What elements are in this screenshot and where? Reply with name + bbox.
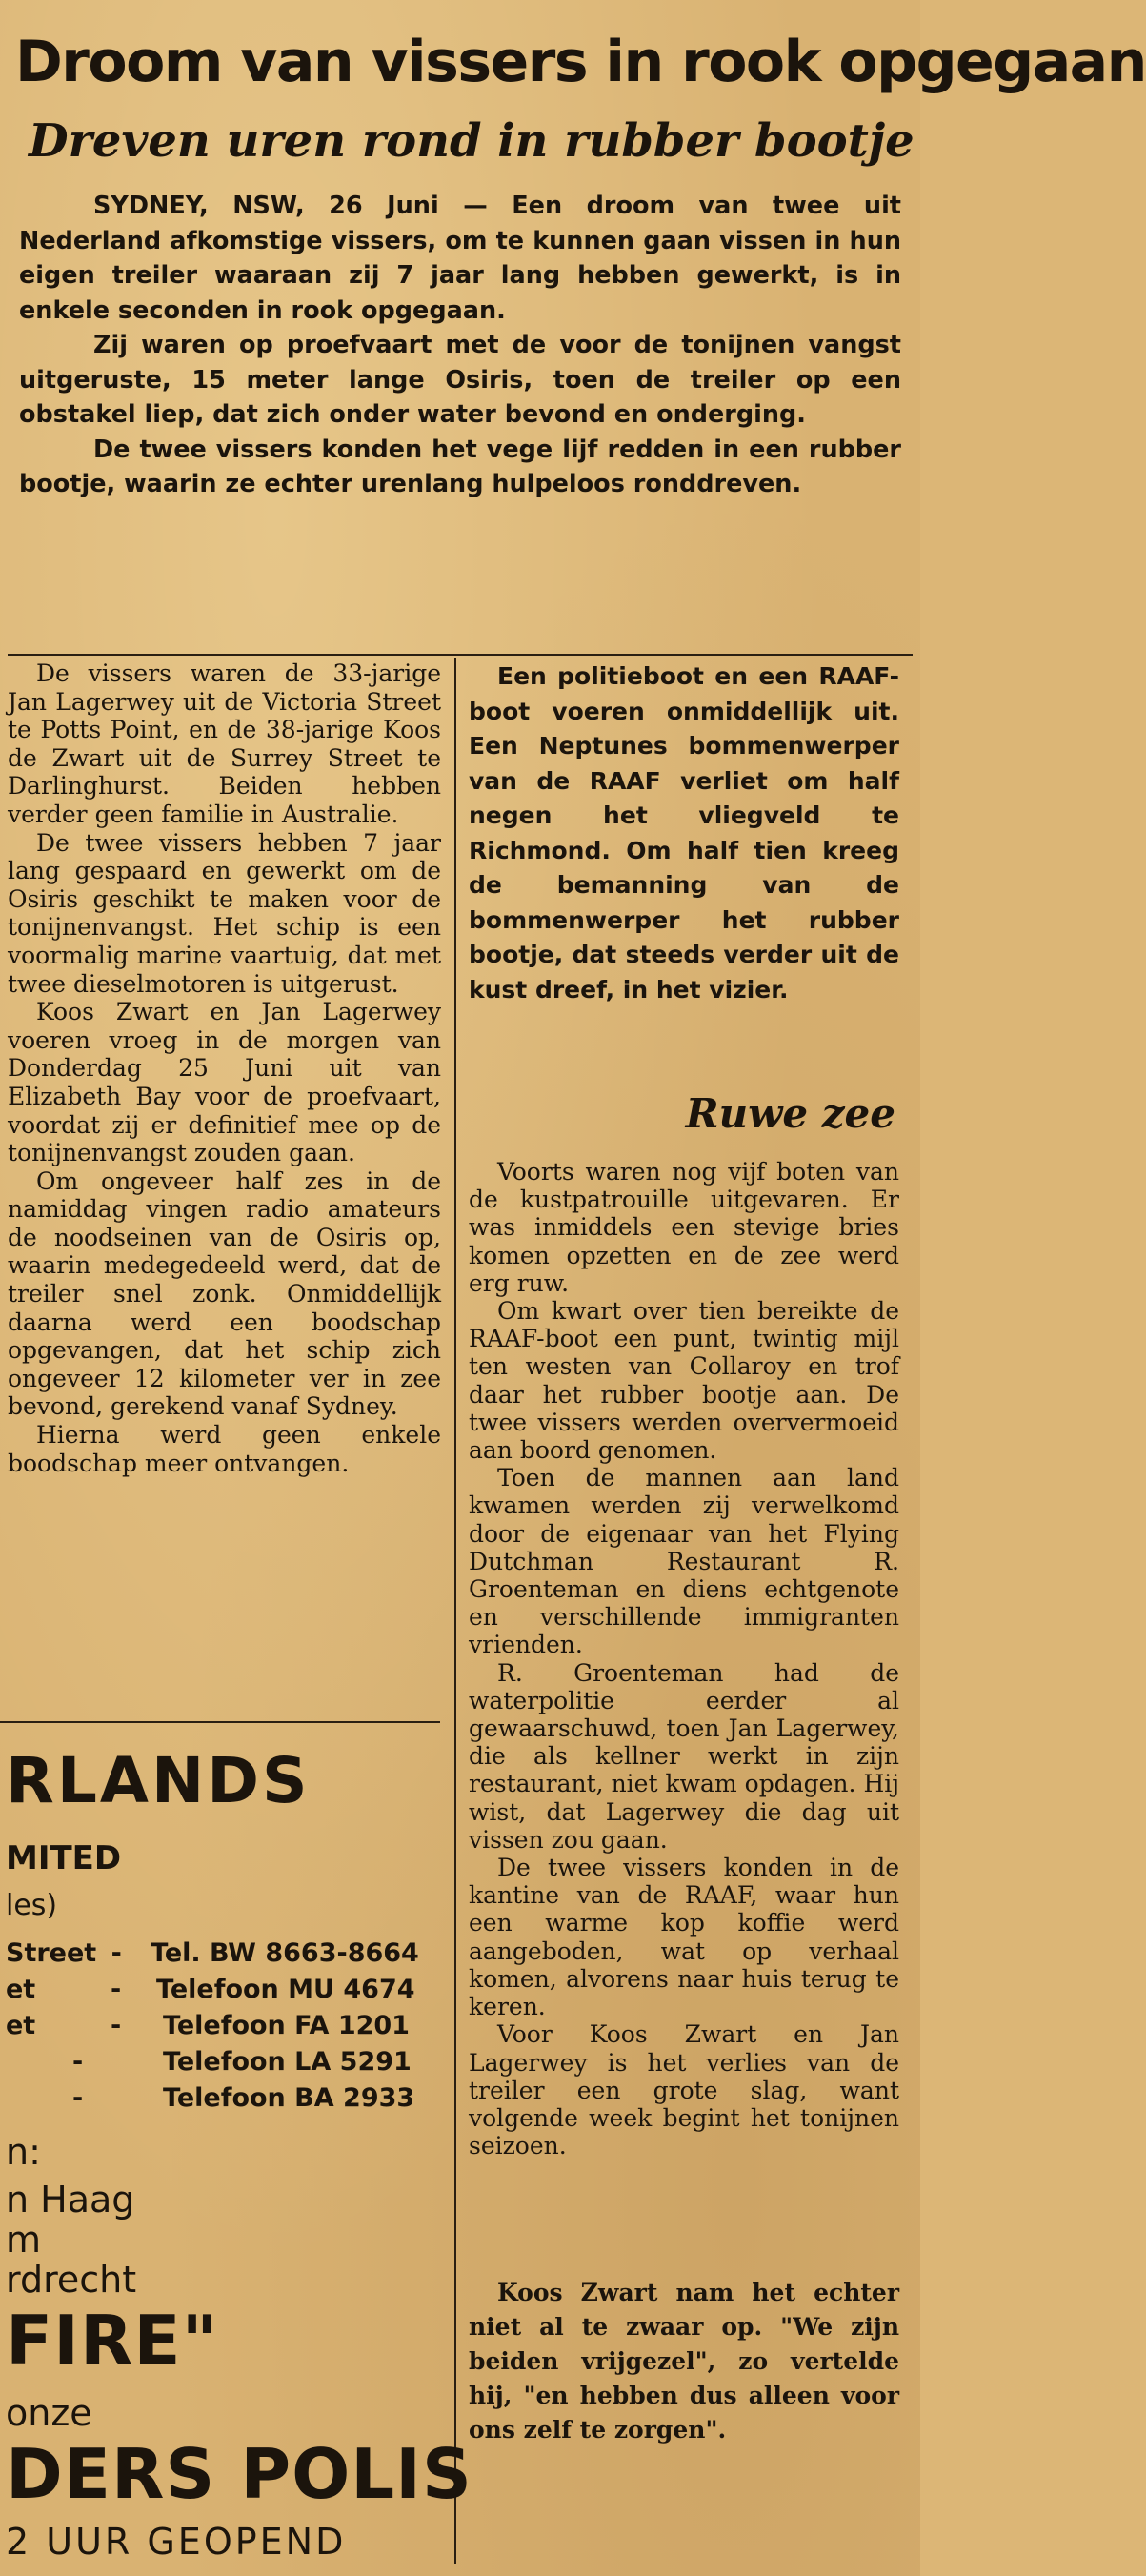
ad-phone-row — [6, 1975, 439, 2004]
headline: Droom van vissers in rook opgegaan — [15, 29, 1146, 95]
body-paragraph: Koos Zwart nam het echter niet al te zwaar op. "We zijn beiden vrijgezel", zo vertelde hij, "en hebben dus alleen voor ons zelf te zorgen". — [469, 2279, 899, 2444]
ad-branches-label: n: — [6, 2131, 41, 2173]
ad-phone-number: Telefoon FA 1201 — [163, 2011, 410, 2040]
body-paragraph: De vissers waren de 33-jarige Jan Lagerwey uit de Victoria Street te Potts Point, en de 38-jarige Koos de Zwart uit de Surrey Street te Darlinghurst. Beiden hebben verder geen familie in Australie. — [8, 659, 441, 828]
body-paragraph: Om kwart over tien bereikte de RAAF-boot een punt, twintig mijl ten westen van Collaroy en trof daar het rubber bootje aan. De twee vissers werden oververmoeid aan boord genomen. — [469, 1297, 899, 1465]
advertisement — [0, 1725, 472, 2576]
right-column-intro — [469, 659, 899, 1007]
ad-branch-city: n Haag — [6, 2179, 135, 2221]
ad-phone-number: Telefoon MU 4674 — [156, 1975, 415, 2004]
ad-note: les) — [6, 1889, 58, 1922]
ad-branch-city: m — [6, 2219, 42, 2261]
body-paragraph: De twee vissers hebben 7 jaar lang gespaard en gewerkt om de Osiris geschikt te maken voor de tonijnenvangst. Het schip is een voormalig marine vaartuig, dat met twee dieselmotoren is uitgerust. — [8, 828, 441, 998]
body-paragraph: R. Groenteman had de waterpolitie eerder al gewaarschuwd, toen Jan Lagerwey, die als kellner werkt in zijn restaurant, niet kwam opdagen. Hij wist, dat Lagerwey die dag uit vissen zou gaan. — [469, 1658, 899, 1854]
column-divider — [454, 658, 456, 2564]
crosshead: Ruwe zee — [685, 1090, 895, 1137]
lead-paragraph: SYDNEY, NSW, 26 Juni — Een droom van twee uit Nederland afkomstige vissers, om te kunnen gaan vissen in hun eigen treiler waaraan zij 7 jaar lang hebben gewerkt, is in enkele seconden in rook opgegaan. — [19, 192, 901, 325]
closing-paragraph — [469, 2276, 899, 2447]
body-paragraph: Toen de mannen aan land kwamen werden zij verwelkomd door de eigenaar van het Flying Dutchman Restaurant R. Groenteman en diens echtgenote en verschillende immigranten vrienden. — [469, 1464, 899, 1659]
section-divider — [8, 654, 913, 656]
body-paragraph: Hierna werd geen enkele boodschap meer ontvangen. — [8, 1421, 441, 1477]
ad-company-suffix: MITED — [6, 1839, 122, 1877]
ad-branch-city: rdrecht — [6, 2259, 137, 2301]
ad-phone-street: et — [6, 2011, 36, 2040]
ad-policy-title: DERS POLIS — [6, 2434, 472, 2514]
subheadline: Dreven uren rond in rubber bootje — [29, 114, 915, 168]
ad-phone-separator: - — [72, 2083, 84, 2113]
ad-phone-number: Tel. BW 8663-8664 — [151, 1938, 419, 1968]
advertisement-divider — [0, 1721, 440, 1723]
body-paragraph: Koos Zwart en Jan Lagerwey voeren vroeg in de morgen van Donderdag 25 Juni uit van Elizabeth Bay voor de proefvaart, voordat zij er definitief mee op de tonijnenvangst zouden gaan. — [8, 998, 441, 1167]
ad-phone-street: Street — [6, 1938, 97, 1968]
ad-company-name: RLANDS — [6, 1744, 311, 1817]
ad-phone-number: Telefoon BA 2933 — [163, 2083, 415, 2113]
ad-opening-hours: 2 UUR GEOPEND — [6, 2521, 347, 2563]
ad-brand-name: FIRE" — [6, 2301, 219, 2381]
body-paragraph: De twee vissers konden in de kantine van de RAAF, waar hun een warme kop koffie werd aangeboden, wat op verhaal komen, alvorens naar huis terug te keren. — [469, 1854, 899, 2021]
ad-phone-separator: - — [111, 2011, 122, 2040]
body-paragraph: Voorts waren nog vijf boten van de kustpatrouille uitgevaren. Er was inmiddels een stevige bries komen opzetten en de zee werd erg ruw. — [469, 1158, 899, 1297]
left-column — [8, 659, 441, 1477]
ad-phone-street: et — [6, 1975, 36, 2004]
ad-phone-number: Telefoon LA 5291 — [163, 2047, 412, 2077]
ad-phone-separator: - — [111, 1975, 122, 2004]
lead-paragraphs — [19, 189, 901, 502]
lead-paragraph: Zij waren op proefvaart met de voor de tonijnen vangst uitgeruste, 15 meter lange Osiris, toen de treiler op een obstakel liep, dat zich onder water bevond en onderging. — [19, 331, 901, 429]
right-column — [469, 1158, 899, 2160]
body-paragraph: Een politieboot en een RAAF-boot voeren onmiddellijk uit. Een Neptunes bommenwerper van de RAAF verliet om half negen het vliegveld te Richmond. Om half tien kreeg de bemanning van de bommenwerper het rubber bootje, dat steeds verder uit de kust dreef, in het vizier. — [469, 662, 899, 1004]
lead-paragraph: De twee vissers konden het vege lijf redden in een rubber bootje, waarin ze echter urenlang hulpeloos ronddreven. — [19, 435, 901, 498]
body-paragraph: Voor Koos Zwart en Jan Lagerwey is het verlies van de treiler een grote slag, want volgende week begint het tonijnen seizoen. — [469, 2020, 899, 2160]
ad-tagline: onze — [6, 2392, 92, 2434]
body-paragraph: Om ongeveer half zes in de namiddag vingen radio amateurs de noodseinen van de Osiris op, waarin medegedeeld werd, dat de treiler snel zonk. Onmiddellijk daarna werd een boodschap opgevangen, dat het schip zich ongeveer 12 kilometer ver in zee bevond, gerekend vanaf Sydney. — [8, 1166, 441, 1421]
ad-phone-separator: - — [72, 2047, 84, 2077]
ad-phone-separator: - — [111, 1938, 122, 1968]
ad-phone-row — [6, 1938, 439, 1968]
ad-phone-row — [6, 2011, 439, 2040]
